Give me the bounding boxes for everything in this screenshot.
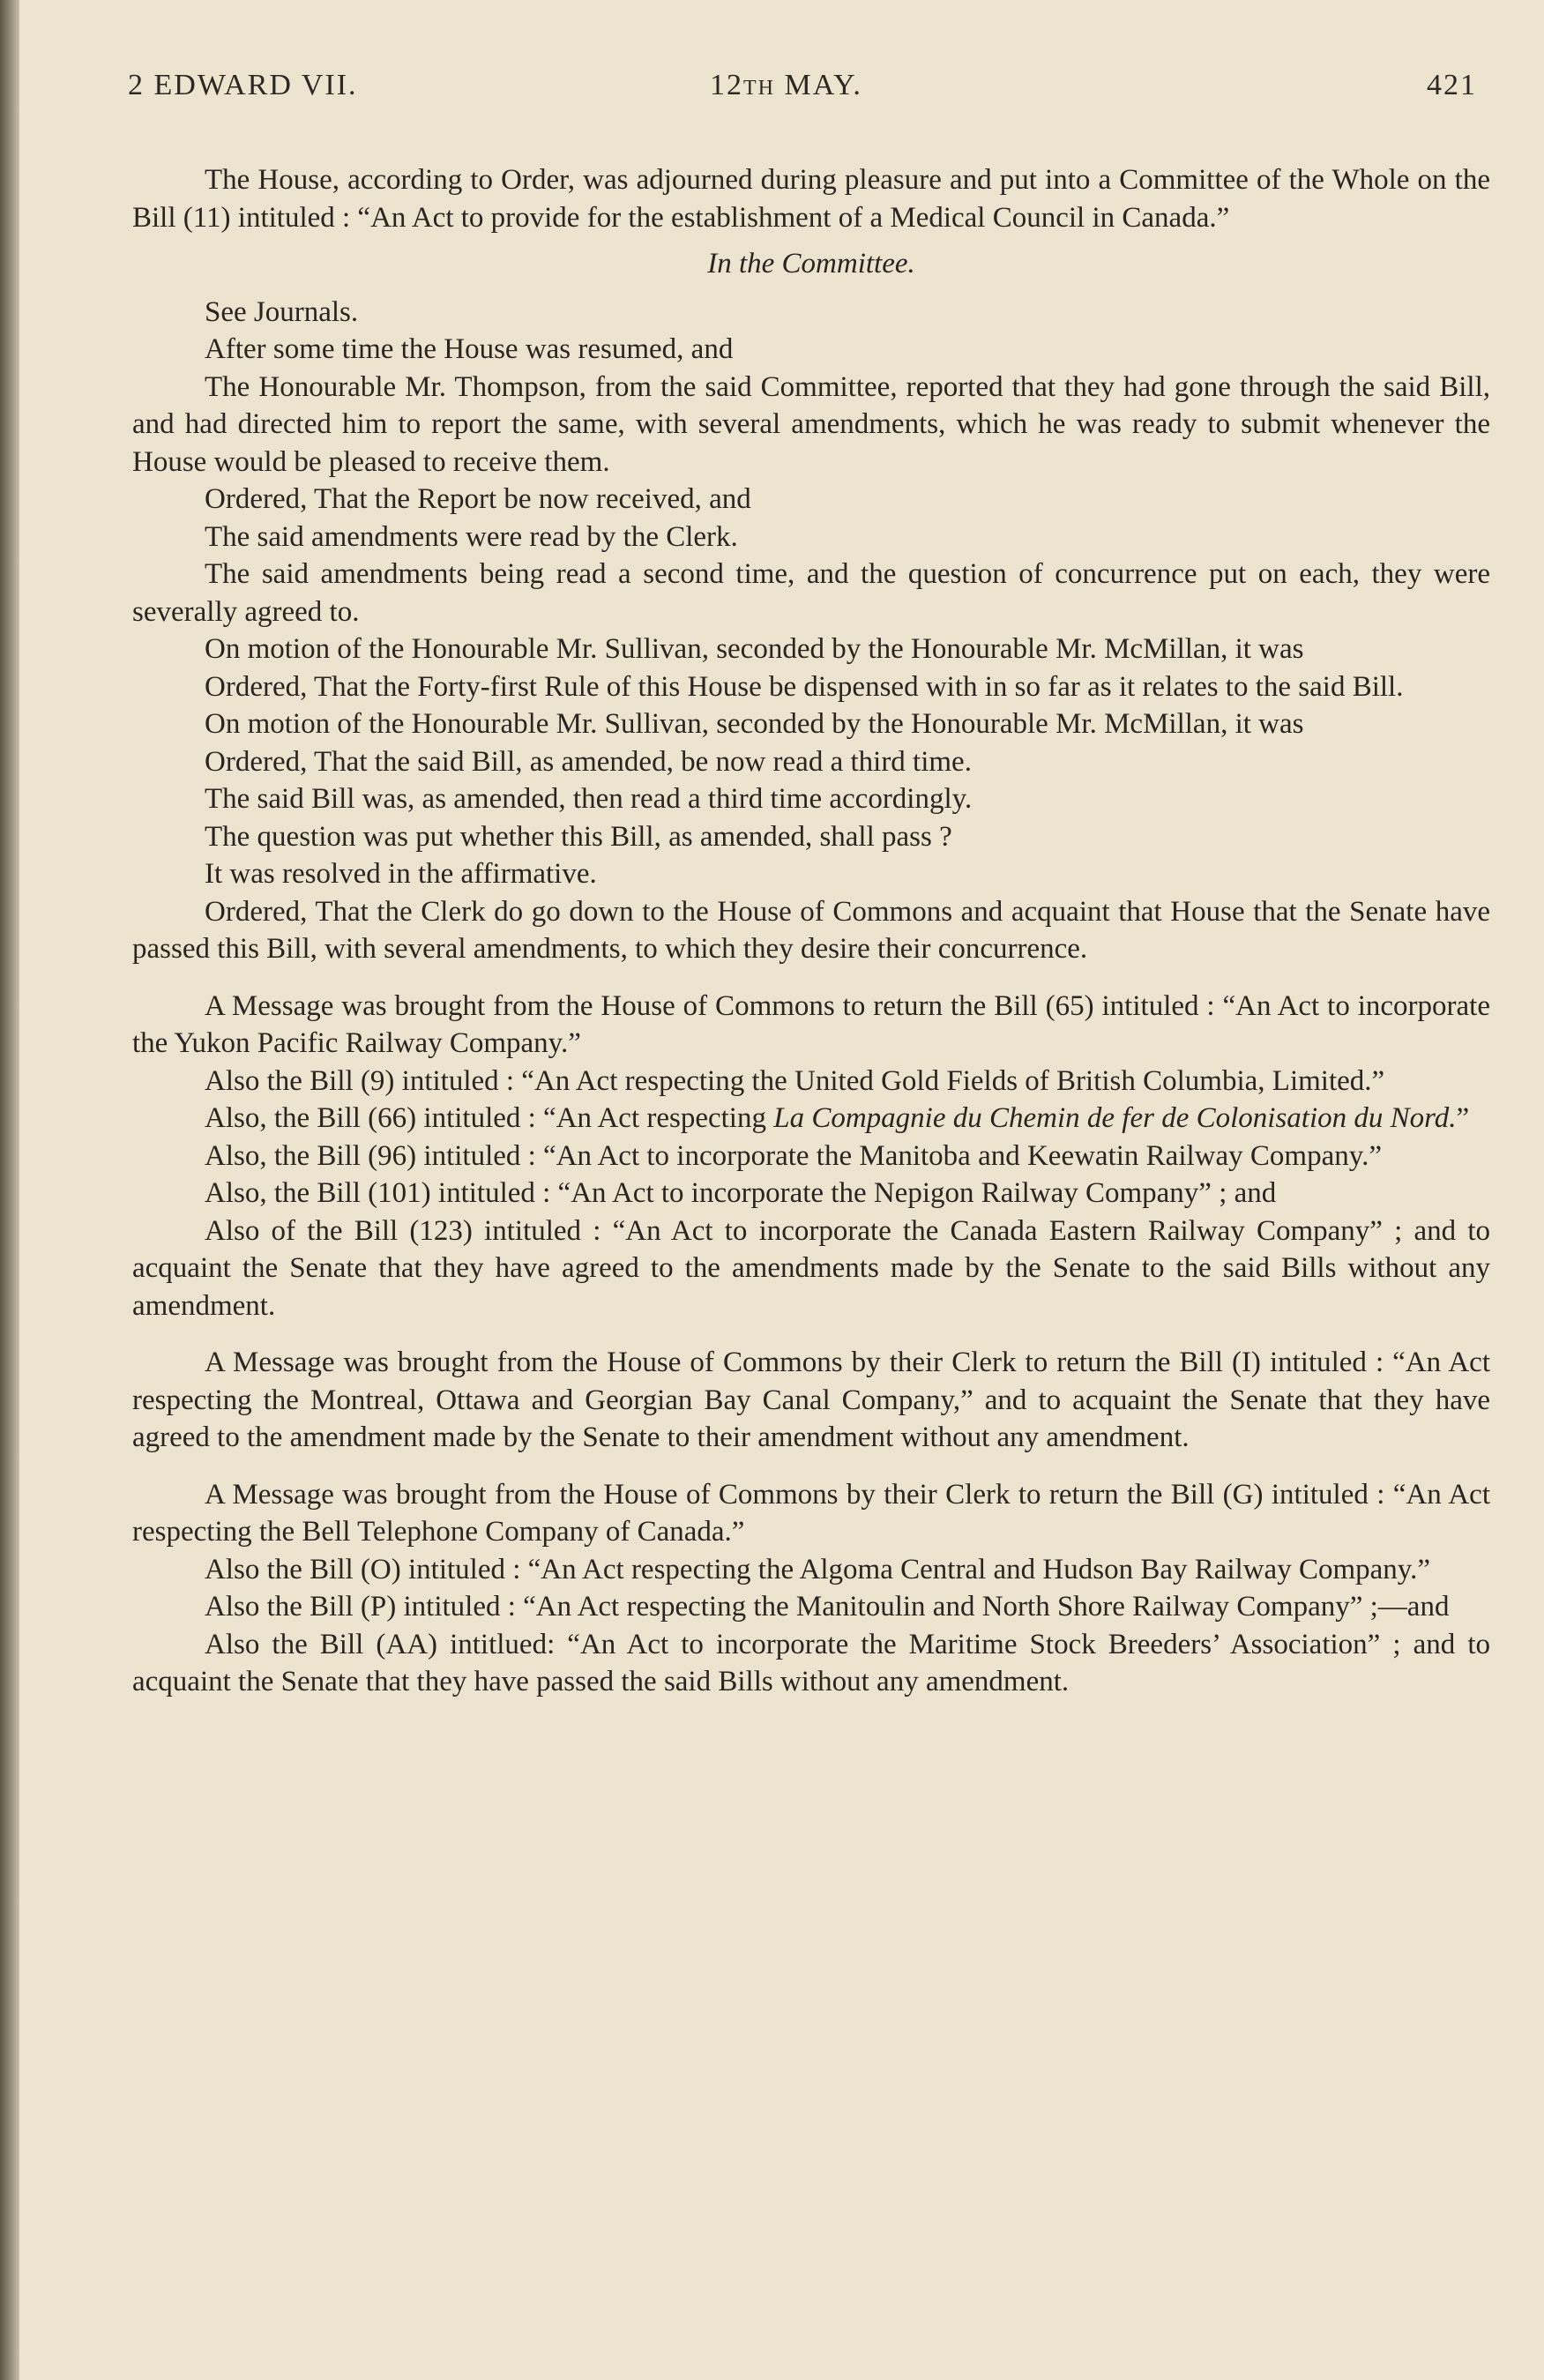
paragraph: On motion of the Honourable Mr. Sullivan, seconded by the Honourable Mr. McMillan, it was xyxy=(205,633,1304,665)
paragraph: Also the Bill (O) intituled : “An Act respecting the Algoma Central and Hudson Bay Railway Company.” xyxy=(205,1553,1431,1585)
paragraph: The Honourable Mr. Thompson, from the said Committee, reported that they had gone through the said Bill, and had directed him to report the same, with several amendments, which he was ready to submit whenever the House would be pleased to receive them. xyxy=(132,370,1490,478)
paragraph: Ordered, That the Report be now received, and xyxy=(205,483,751,515)
closing-quote: ” xyxy=(1456,1102,1470,1134)
paragraph: After some time the House was resumed, and xyxy=(205,333,734,365)
paragraph: It was resolved in the affirmative. xyxy=(205,858,597,890)
italic-company-name: La Compagnie du Chemin de fer de Colonisation du Nord. xyxy=(773,1102,1457,1134)
paragraph: Also of the Bill (123) intituled : “An Act to incorporate the Canada Eastern Railway Company” ; and to acquaint the Senate that they have agreed to the amendments made by the Senate to the said Bills without any amendment. xyxy=(132,1214,1490,1322)
paragraph: Ordered, That the Forty-first Rule of this House be dispensed with in so far as it relates to the said Bill. xyxy=(205,670,1404,703)
paragraph: Also the Bill (9) intituled : “An Act respecting the United Gold Fields of British Columbia, Limited.” xyxy=(205,1064,1385,1097)
header-day: 12 xyxy=(710,69,743,101)
paragraph: Also, the Bill (96) intituled : “An Act to incorporate the Manitoba and Keewatin Railway Company.” xyxy=(205,1139,1382,1172)
book-spine-shadow xyxy=(0,0,19,2380)
section-heading: In the Committee. xyxy=(707,248,915,280)
header-month: MAY. xyxy=(784,69,862,101)
paragraph: Also the Bill (AA) intitlued: “An Act to incorporate the Maritime Stock Breeders’ Association” ; and to acquaint the Senate that they have passed the said Bills without any amendment. xyxy=(132,1628,1490,1697)
header-date xyxy=(710,69,862,102)
page-number: 421 xyxy=(1427,69,1477,101)
paragraph: A Message was brought from the House of Commons by their Clerk to return the Bill (G) intituled : “An Act respecting the Bell Telephone Company of Canada.” xyxy=(132,1478,1490,1548)
running-header xyxy=(128,69,1477,113)
paragraph: Also the Bill (P) intituled : “An Act respecting the Manitoulin and North Shore Railway Company” ;—and xyxy=(205,1591,1450,1623)
paragraph-text: Also, the Bill (66) intituled : “An Act respecting xyxy=(205,1102,766,1134)
paragraph: On motion of the Honourable Mr. Sullivan, seconded by the Honourable Mr. McMillan, it was xyxy=(205,708,1304,740)
journal-body xyxy=(132,161,1490,1701)
paragraph: The House, according to Order, was adjourned during pleasure and put into a Committee of the Whole on the Bill (11) intituled : “An Act to provide for the establishment of a Medical Council in Canada.” xyxy=(132,164,1490,234)
paragraph: Ordered, That the said Bill, as amended, be now read a third time. xyxy=(205,745,972,778)
paragraph: Also, the Bill (101) intituled : “An Act to incorporate the Nepigon Railway Company” ; and xyxy=(205,1177,1277,1209)
paragraph xyxy=(132,1100,1490,1138)
paragraph: Ordered, That the Clerk do go down to the House of Commons and acquaint that House that the Senate have passed this Bill, with several amendments, to which they desire their concurrence. xyxy=(132,895,1490,965)
paragraph: The said amendments were read by the Clerk. xyxy=(205,520,738,553)
paragraph: See Journals. xyxy=(205,295,359,328)
header-regnal-year: 2 EDWARD VII. xyxy=(128,69,358,101)
paragraph: The said amendments being read a second time, and the question of concurrence put on each, they were severally agreed to. xyxy=(132,558,1490,628)
paragraph: The said Bill was, as amended, then read a third time accordingly. xyxy=(205,783,973,815)
paragraph: A Message was brought from the House of Commons to return the Bill (65) intituled : “An Act to incorporate the Yukon Pacific Railway Company.” xyxy=(132,989,1490,1059)
paragraph: A Message was brought from the House of Commons by their Clerk to return the Bill (I) intituled : “An Act respecting the Montreal, Ottawa and Georgian Bay Canal Company,” and to acquaint the Senate that they have agreed to the amendment made by the Senate to their amendment without any amendment. xyxy=(132,1347,1490,1453)
header-day-suffix: TH xyxy=(743,77,775,100)
paragraph: The question was put whether this Bill, as amended, shall pass ? xyxy=(205,820,952,853)
